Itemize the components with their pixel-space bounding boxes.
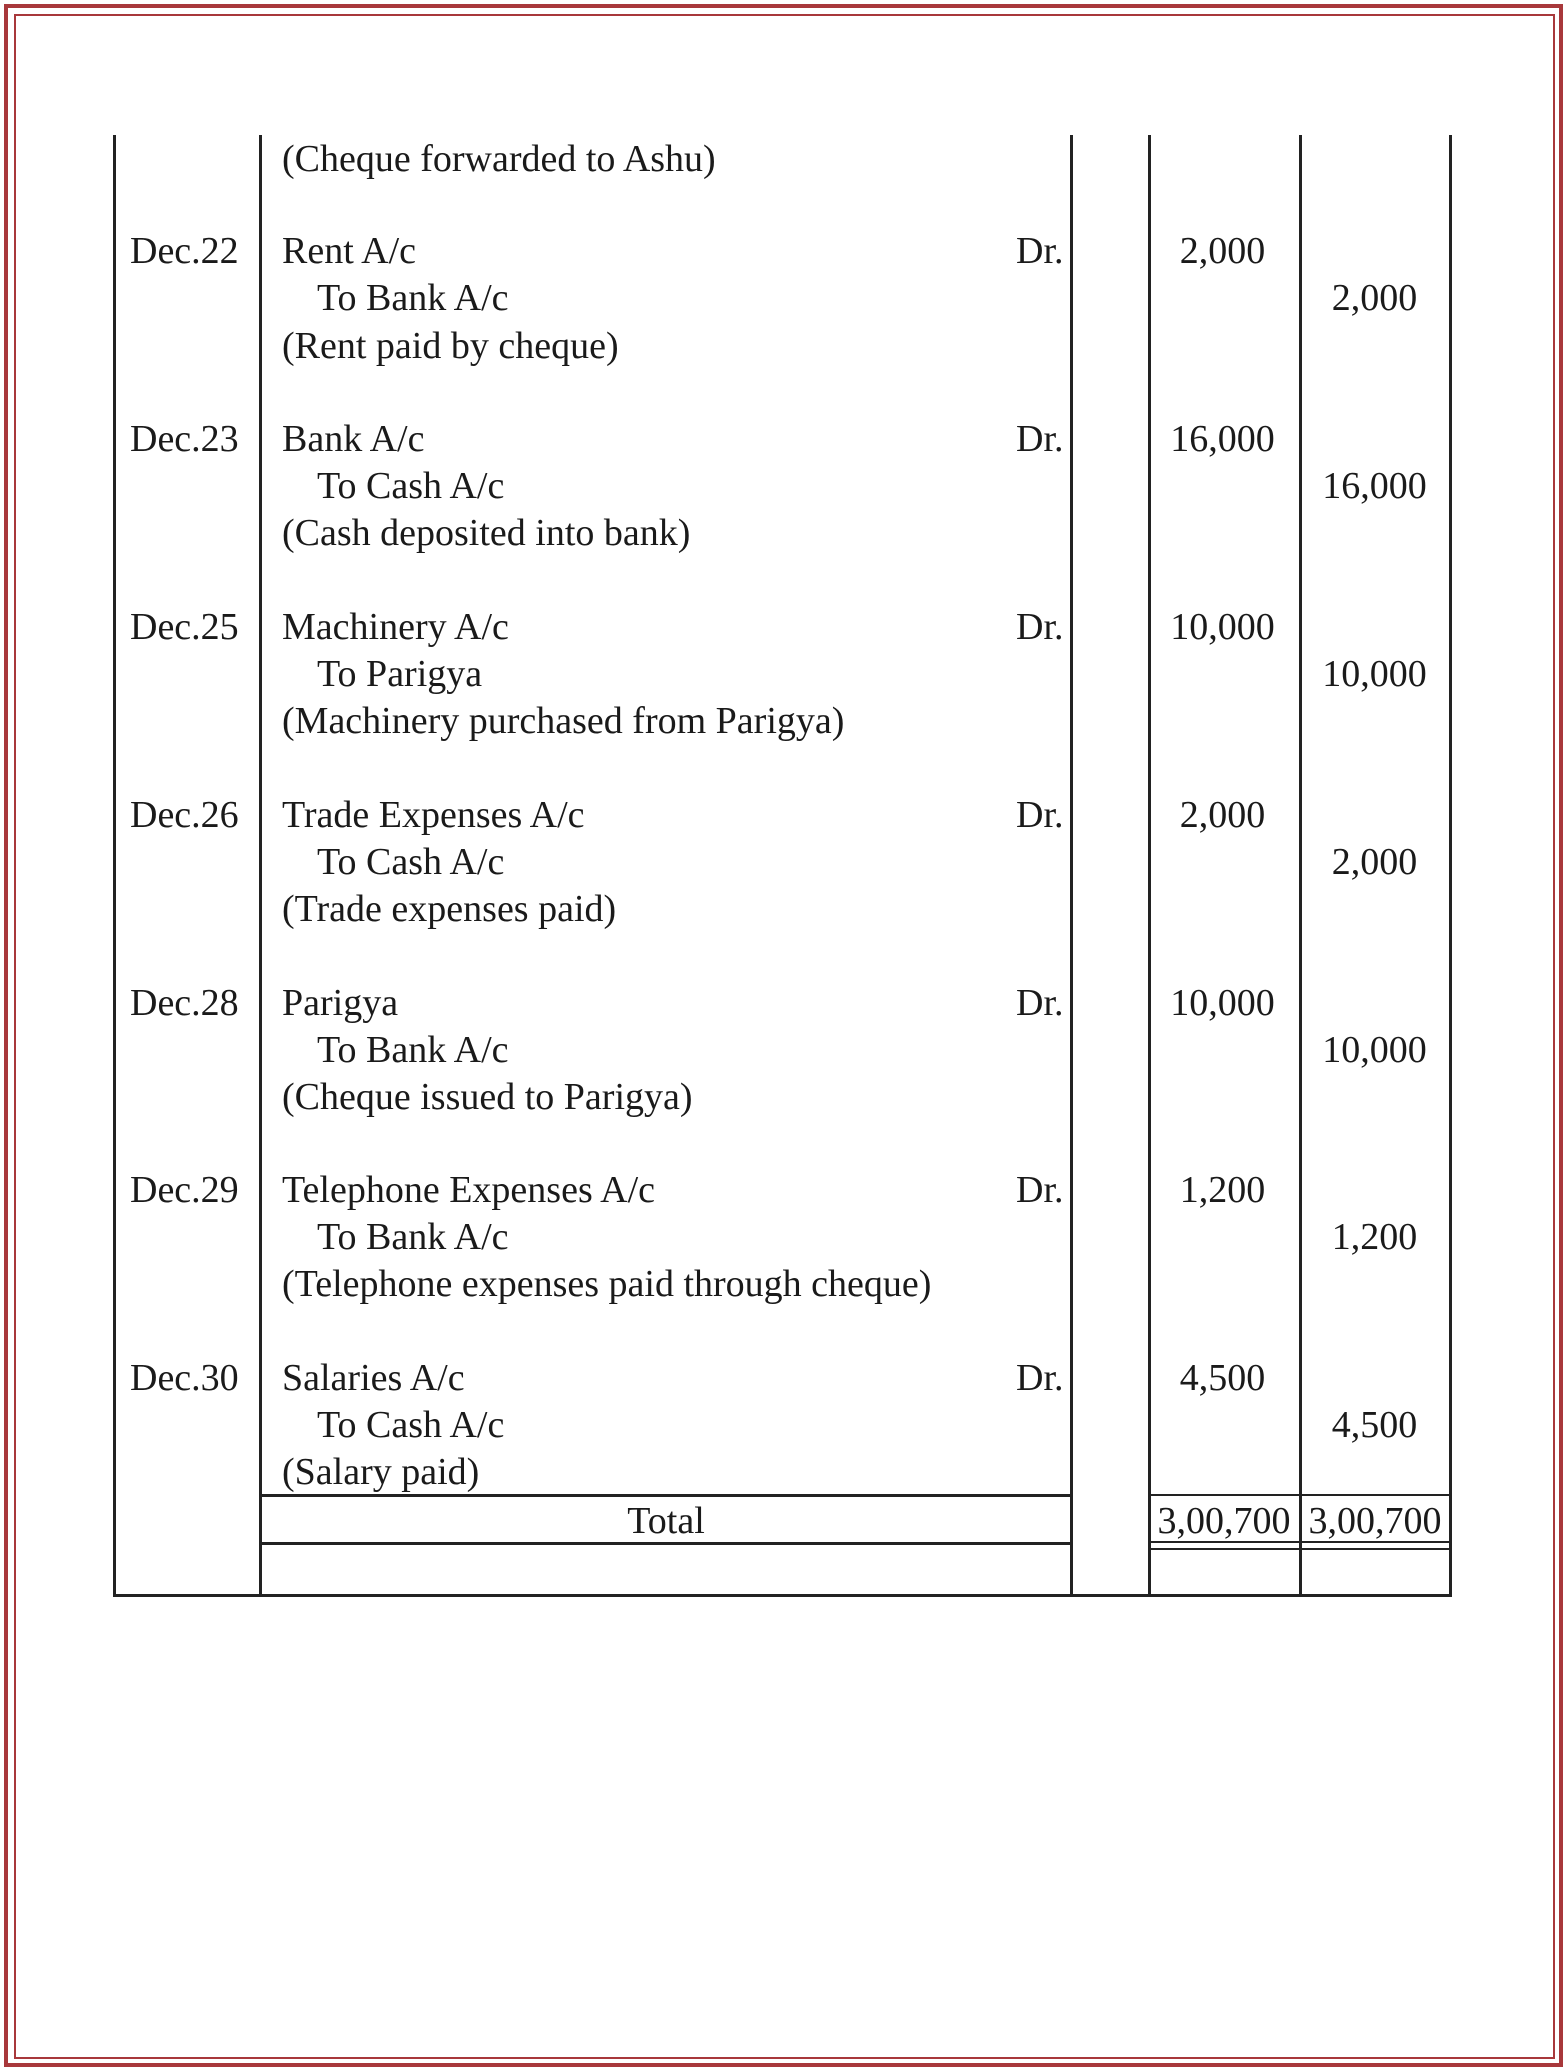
credit-account: To Cash A/c: [317, 1404, 505, 1446]
credit-account: To Cash A/c: [317, 841, 505, 883]
credit-account: To Bank A/c: [317, 277, 509, 319]
total-row-top-rule-amounts: [1148, 1494, 1452, 1496]
entry-date: Dec.29: [130, 1169, 239, 1211]
carry-narration: (Cheque forwarded to Ashu): [282, 138, 716, 180]
column-rule-right: [1449, 135, 1452, 1597]
entry-date: Dec.28: [130, 982, 239, 1024]
credit-amount: 4,500: [1331, 1404, 1418, 1446]
narration: (Salary paid): [282, 1451, 480, 1493]
credit-account: To Bank A/c: [317, 1216, 509, 1258]
debit-amount: 10,000: [1170, 982, 1275, 1024]
credit-account: To Parigya: [317, 653, 483, 695]
debit-account: Rent A/c: [282, 230, 417, 272]
debit-amount: 2,000: [1179, 794, 1266, 836]
entry-date: Dec.30: [130, 1357, 239, 1399]
entry-date: Dec.26: [130, 794, 239, 836]
total-amount-double-rule-2: [1148, 1548, 1452, 1550]
total-label: Total: [627, 1500, 705, 1542]
entry-date: Dec.23: [130, 418, 239, 460]
credit-amount: 10,000: [1322, 653, 1427, 695]
debit-amount: 10,000: [1170, 606, 1275, 648]
debit-account: Salaries A/c: [282, 1357, 465, 1399]
credit-amount: 1,200: [1331, 1216, 1418, 1258]
dr-marker: Dr.: [1016, 606, 1064, 648]
debit-account: Trade Expenses A/c: [282, 794, 585, 836]
narration: (Telephone expenses paid through cheque): [282, 1263, 932, 1305]
narration: (Rent paid by cheque): [282, 325, 619, 367]
narration: (Trade expenses paid): [282, 888, 617, 930]
debit-account: Telephone Expenses A/c: [282, 1169, 656, 1211]
debit-account: Bank A/c: [282, 418, 425, 460]
debit-amount: 2,000: [1179, 230, 1266, 272]
debit-account: Parigya: [282, 982, 399, 1024]
total-debit: 3,00,700: [1157, 1500, 1291, 1542]
debit-account: Machinery A/c: [282, 606, 509, 648]
dr-marker: Dr.: [1016, 1169, 1064, 1211]
narration: (Machinery purchased from Parigya): [282, 700, 845, 742]
credit-amount: 10,000: [1322, 1029, 1427, 1071]
total-credit: 3,00,700: [1308, 1500, 1442, 1542]
debit-amount: 16,000: [1170, 418, 1275, 460]
narration: (Cash deposited into bank): [282, 512, 691, 554]
debit-amount: 1,200: [1179, 1169, 1266, 1211]
dr-marker: Dr.: [1016, 418, 1064, 460]
total-row-top-rule: [259, 1494, 1071, 1497]
credit-amount: 2,000: [1331, 277, 1418, 319]
dr-marker: Dr.: [1016, 794, 1064, 836]
dr-marker: Dr.: [1016, 230, 1064, 272]
column-rule-particulars: [1070, 135, 1073, 1597]
column-rule-left: [113, 135, 116, 1597]
table-bottom-rule: [113, 1594, 1452, 1597]
dr-marker: Dr.: [1016, 982, 1064, 1024]
column-rule-date: [259, 135, 262, 1597]
dr-marker: Dr.: [1016, 1357, 1064, 1399]
credit-account: To Cash A/c: [317, 465, 505, 507]
credit-account: To Bank A/c: [317, 1029, 509, 1071]
narration: (Cheque issued to Parigya): [282, 1076, 693, 1118]
debit-amount: 4,500: [1179, 1357, 1266, 1399]
entry-date: Dec.22: [130, 230, 239, 272]
credit-amount: 16,000: [1322, 465, 1427, 507]
entry-date: Dec.25: [130, 606, 239, 648]
credit-amount: 2,000: [1331, 841, 1418, 883]
